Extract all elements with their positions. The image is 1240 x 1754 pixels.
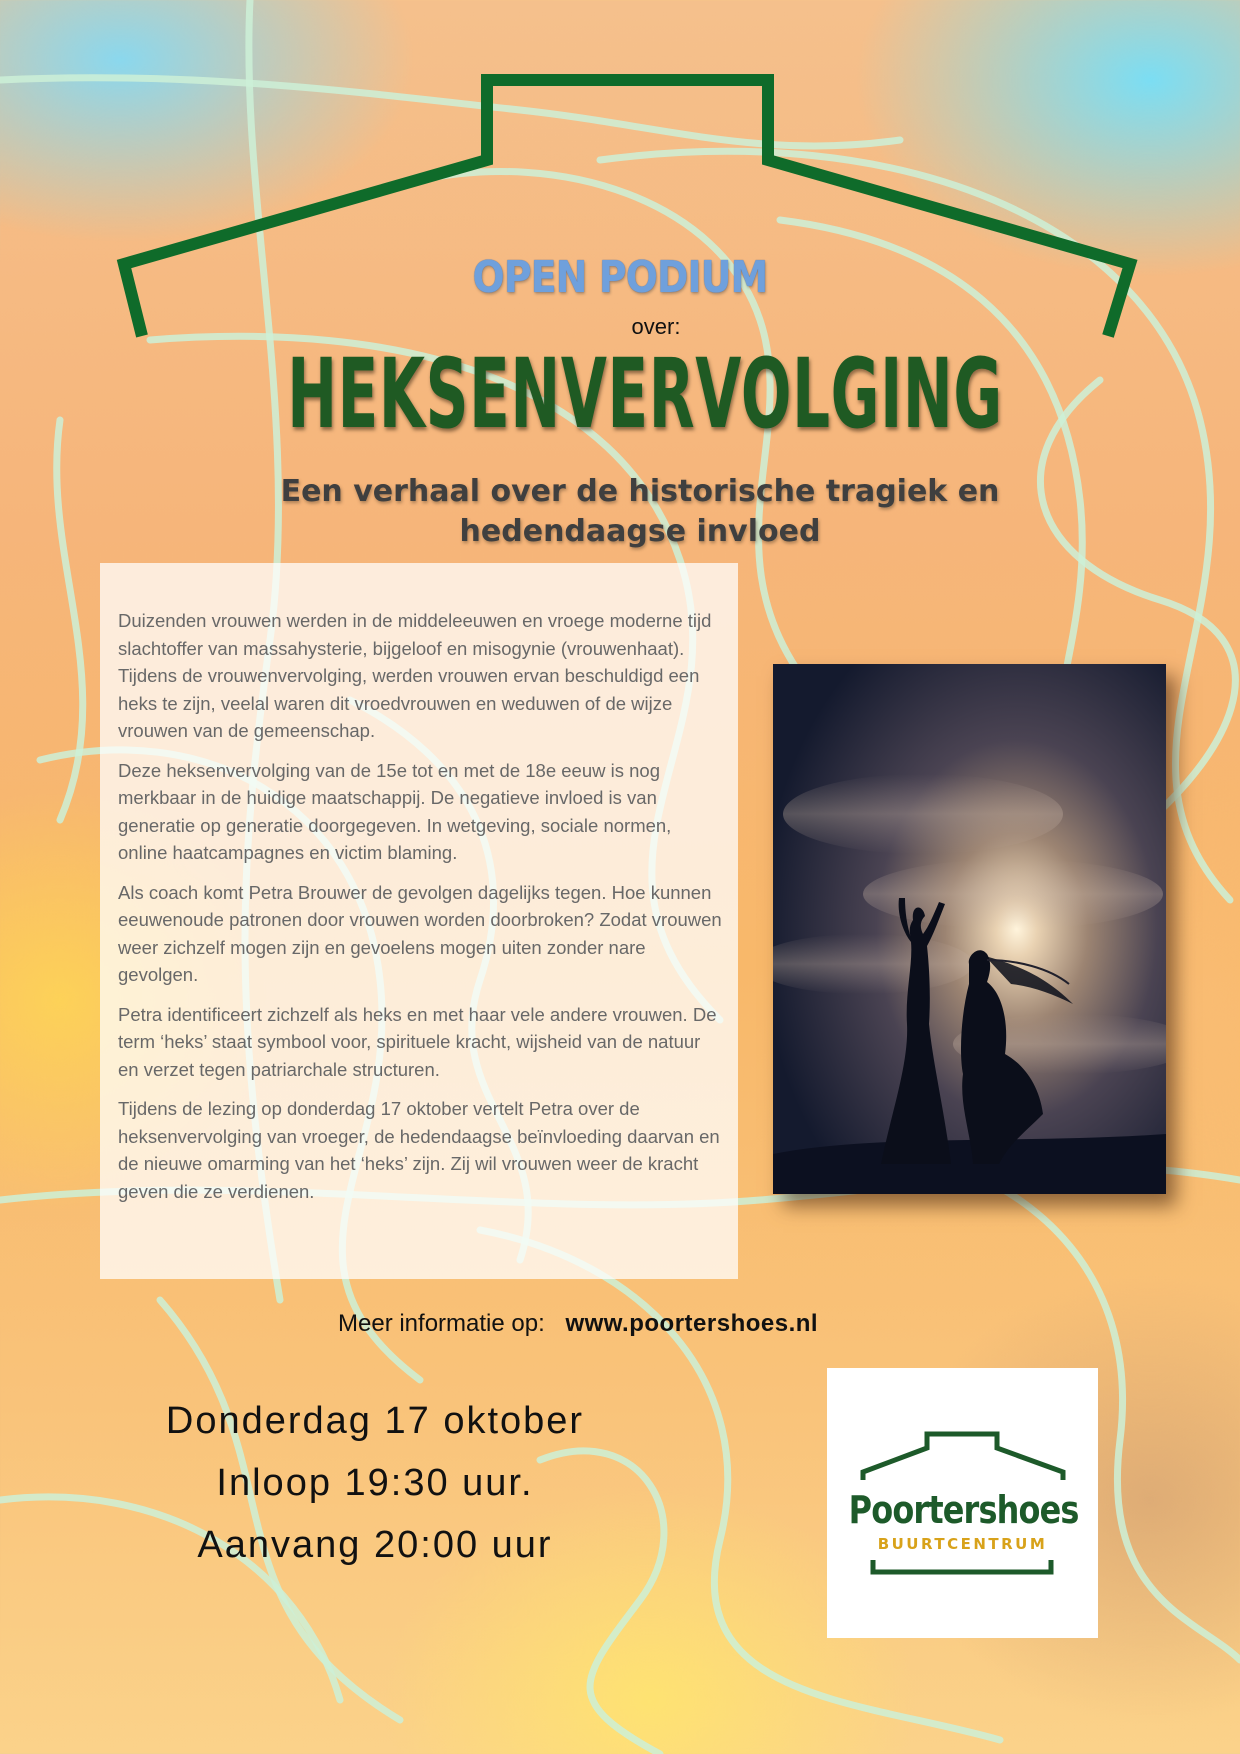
event-date: Donderdag 17 oktober bbox=[165, 1400, 585, 1442]
roof-outline-graphic bbox=[0, 0, 1240, 360]
description-paragraph: Duizenden vrouwen werden in de middeleeuwen en vroege moderne tijd slachtoffer van massahysterie, bijgeloof en misogynie (vrouwenhaat). Tijdens de vrouwenvervolging, werden vrouwen ervan beschuldigd een heks te zijn, veelal waren dit vroedvrouwen en weduwen of de wijze vrouwen van de gemeenschap. bbox=[118, 610, 712, 741]
website-link[interactable]: www.poortershoes.nl bbox=[565, 1310, 819, 1337]
description-paragraph: Als coach komt Petra Brouwer de gevolgen dagelijks tegen. Hoe kunnen eeuwenoude patronen door vrouwen worden doorbroken? Zodat vrouwen weer zichzelf mogen zijn en gevoelens mogen uiten zonder nare gevolgen. bbox=[118, 881, 722, 985]
connector-word: over: bbox=[631, 314, 681, 339]
description-paragraph: Deze heksenvervolging van de 15e tot en met de 18e eeuw is nog merkbaar in de huidige maatschappij. De negatieve invloed is van generatie op generatie doorgegeven. In wetgeving, sociale normen, online haatcampagnes en victim blaming. bbox=[118, 759, 672, 863]
description-paragraph: Petra identificeert zichzelf als heks en met haar vele andere vrouwen. De term ‘heks’ staat symbool voor, spirituele kracht, wijsheid van de natuur en verzet tegen patriarchale structuren. bbox=[118, 1003, 717, 1080]
page-title: HEKSENVERVOLGING bbox=[287, 338, 1003, 450]
poortershoes-logo bbox=[827, 1368, 1098, 1638]
start-time: Aanvang 20:00 uur bbox=[197, 1524, 553, 1566]
logo-name: Poortershoes bbox=[848, 1488, 1079, 1532]
event-schedule bbox=[130, 1390, 620, 1576]
more-info-line bbox=[338, 1310, 818, 1338]
doors-open-time: Inloop 19:30 uur. bbox=[216, 1462, 534, 1504]
description-paragraph: Tijdens de lezing op donderdag 17 oktober vertelt Petra over de heksenvervolging van vroeger, de hedendaagse beïnvloeding daarvan en de nieuwe omarming van het ‘heks’ zijn. Zij wil vrouwen weer de kracht geven die ze verdienen. bbox=[118, 1098, 720, 1202]
subtitle: Een verhaal over de historische tragiek en hedendaagse invloed bbox=[280, 474, 1000, 549]
more-info-label: Meer informatie op: bbox=[338, 1310, 545, 1337]
event-tag: OPEN PODIUM bbox=[472, 252, 768, 303]
logo-subtitle: BUURTCENTRUM bbox=[877, 1535, 1048, 1553]
silhouette-photo bbox=[773, 664, 1166, 1194]
description-panel bbox=[100, 563, 738, 1279]
